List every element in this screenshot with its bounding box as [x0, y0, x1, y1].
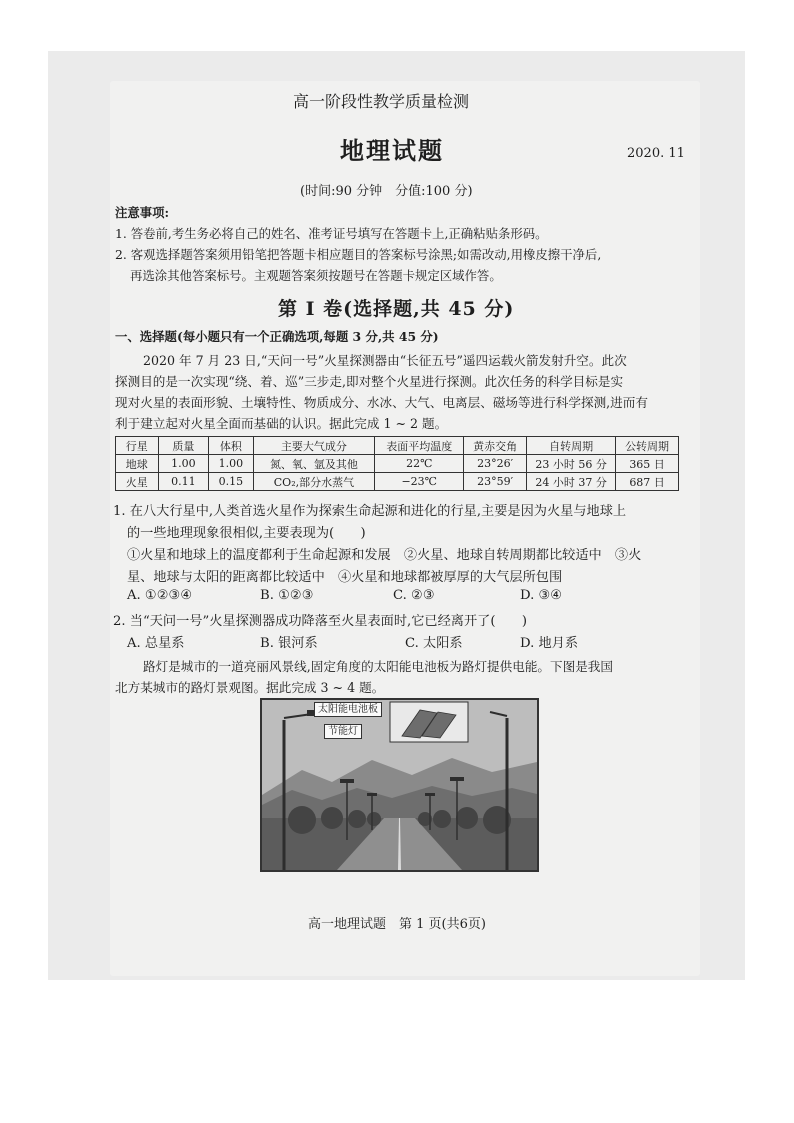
intro-line-2: 探测目的是一次实现“绕、着、巡”三步走,即对整个火星进行探测。此次任务的科学目标是实: [115, 374, 624, 389]
table-cell: 氮、氧、氩及其他: [253, 455, 375, 473]
streetlight-photo: [262, 700, 537, 870]
table-cell: 1.00: [158, 455, 209, 473]
exam-header: 高一阶段性教学质量检测: [293, 92, 470, 111]
intro-line-4: 利于建立起对火星全面而基础的认识。据此完成 1 ~ 2 题。: [115, 416, 448, 431]
q2-option-a: A. 总星系: [127, 636, 185, 651]
table-cell: 1.00: [209, 455, 254, 473]
intro2-line-1: 路灯是城市的一道亮丽风景线,固定角度的太阳能电池板为路灯提供电能。下图是我国: [143, 659, 613, 674]
streetlight-figure: [260, 698, 539, 872]
page-footer: 高一地理试题 第 1 页(共6页): [308, 917, 486, 932]
table-cell: 23°26′: [464, 455, 527, 473]
table-cell: 23 小时 56 分: [527, 455, 616, 473]
q1-line-2: 的一些地理现象很相似,主要表现为( ): [127, 526, 366, 541]
q1-option-c: C. ②③: [393, 588, 435, 603]
table-header-row: [116, 437, 679, 455]
table-header: 自转周期: [527, 437, 616, 455]
exam-title: 地理试题: [340, 136, 444, 165]
table-cell: 365 日: [616, 455, 679, 473]
table-header: 黄赤交角: [464, 437, 527, 455]
table-cell: 687 日: [616, 473, 679, 491]
q2-option-d: D. 地月系: [520, 636, 579, 651]
notes-item-2a: 2. 客观选择题答案须用铅笔把答题卡相应题目的答案标号涂黑;如需改动,用橡皮擦干净后,: [115, 247, 602, 262]
table-header: 质量: [158, 437, 209, 455]
notes-heading: 注意事项:: [115, 205, 170, 220]
table-cell: −23℃: [375, 473, 464, 491]
exam-date: 2020. 11: [627, 146, 685, 161]
q1-line-4: 星、地球与太阳的距离都比较适中 ④火星和地球都被厚厚的大气层所包围: [127, 570, 563, 585]
table-header: 公转周期: [616, 437, 679, 455]
table-header: 行星: [116, 437, 159, 455]
time-score: (时间:90 分钟 分值:100 分): [300, 184, 473, 199]
table-cell: 23°59′: [464, 473, 527, 491]
table-header: 体积: [209, 437, 254, 455]
q2-option-c: C. 太阳系: [405, 636, 463, 651]
intro-line-1: 2020 年 7 月 23 日,“天问一号”火星探测器由“长征五号”遥四运载火箭发射升空。此次: [143, 353, 627, 368]
q2-line-1: 2. 当“天问一号”火星探测器成功降落至火星表面时,它已经离开了( ): [113, 614, 527, 629]
section-title: 第 I 卷(选择题,共 45 分): [278, 298, 515, 320]
table-cell: CO₂,部分水蒸气: [253, 473, 375, 491]
q1-option-a: A. ①②③④: [127, 588, 193, 603]
part-heading: 一、选择题(每小题只有一个正确选项,每题 3 分,共 45 分): [115, 329, 439, 344]
notes-item-1: 1. 答卷前,考生务必将自己的姓名、准考证号填写在答题卡上,正确粘贴条形码。: [115, 226, 548, 241]
intro2-line-2: 北方某城市的路灯景观图。据此完成 3 ~ 4 题。: [115, 680, 385, 695]
table-cell: 火星: [116, 473, 159, 491]
label-energy-lamp: 节能灯: [324, 724, 362, 739]
q1-option-d: D. ③④: [520, 588, 563, 603]
table-cell: 24 小时 37 分: [527, 473, 616, 491]
intro-line-3: 现对火星的表面形貌、土壤特性、物质成分、水冰、大气、电离层、磁场等进行科学探测,进而有: [115, 395, 648, 410]
notes-item-2b: 再选涂其他答案标号。主观题答案须按题号在答题卡规定区域作答。: [130, 268, 502, 283]
table-row: [116, 473, 679, 491]
table-cell: 0.11: [158, 473, 209, 491]
planet-table: [115, 436, 679, 491]
table-header: 主要大气成分: [253, 437, 375, 455]
table-cell: 22℃: [375, 455, 464, 473]
q1-option-b: B. ①②③: [260, 588, 314, 603]
q2-option-b: B. 银河系: [260, 636, 318, 651]
table-header: 表面平均温度: [375, 437, 464, 455]
q1-line-3: ①火星和地球上的温度都利于生命起源和发展 ②火星、地球自转周期都比较适中 ③火: [127, 548, 642, 563]
table-cell: 地球: [116, 455, 159, 473]
q1-line-1: 1. 在八大行星中,人类首选火星作为探索生命起源和进化的行星,主要是因为火星与地球上: [113, 504, 627, 519]
table-row: [116, 455, 679, 473]
label-solar-panel: 太阳能电池板: [314, 702, 382, 717]
table-cell: 0.15: [209, 473, 254, 491]
